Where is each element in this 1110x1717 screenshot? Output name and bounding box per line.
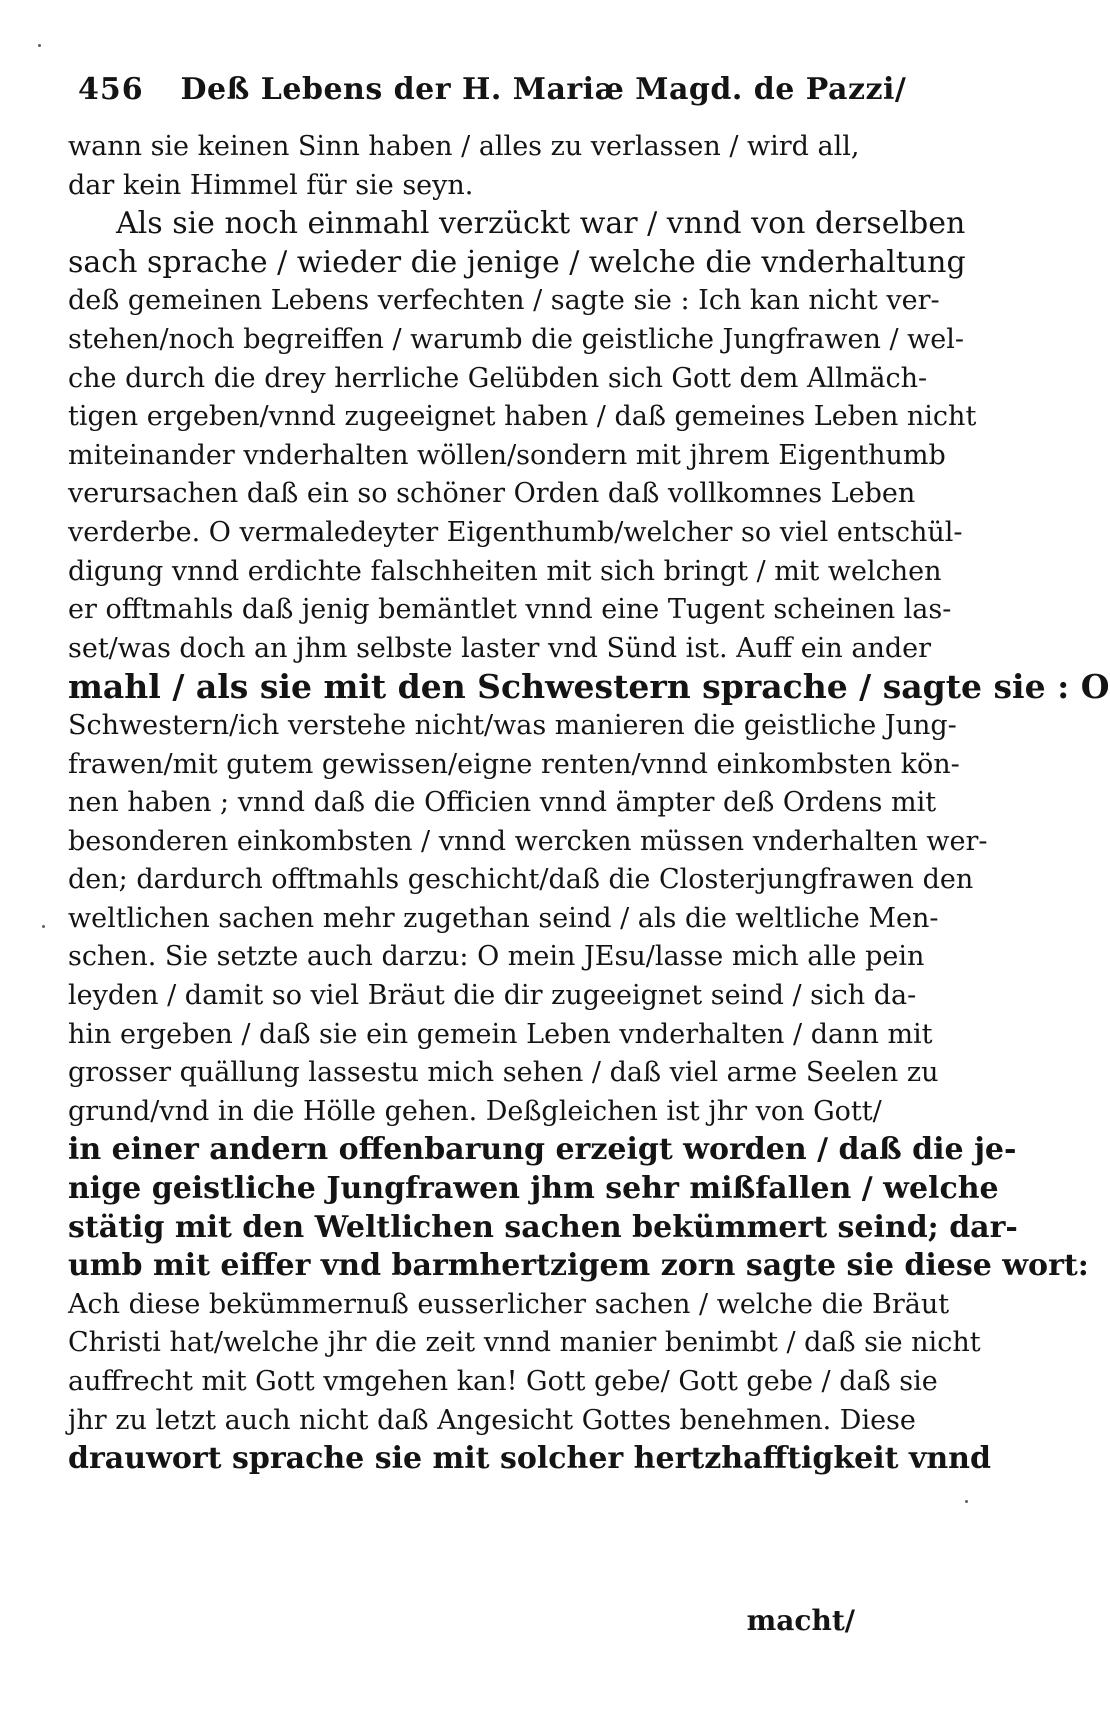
print-speck [42,925,45,928]
body-text [68,128,1110,1479]
catchword: macht/ [746,1604,855,1637]
text-line: auffrecht mit Gott vmgehen kan! Gott gebe/ Gott gebe / daß sie [68,1366,938,1397]
page-header [78,72,928,112]
text-line: dar kein Himmel für sie seyn. [68,169,474,201]
text-line: nen haben ; vnnd daß die Officien vnnd ämpter deß Ordens mit [68,787,937,819]
text-line: sach sprache / wieder die jenige / welche die vnderhaltung [68,244,966,280]
text-line: jhr zu letzt auch nicht daß Angesicht Gottes benehmen. Diese [68,1404,916,1436]
text-line: Schwestern/ich verstehe nicht/was manieren die geistliche Jung- [68,709,957,741]
text-line: verderbe. O vermaledeyter Eigenthumb/welcher so viel entschül- [68,516,963,548]
text-line: leyden / damit so viel Bräut die dir zugeeignet seind / sich da- [68,980,917,1012]
text-line: miteinander vnderhalten wöllen/sondern mit jhrem Eigenthumb [68,439,946,471]
text-line: deß gemeinen Lebens verfechten / sagte sie : Ich kan nicht ver- [68,285,940,317]
text-line: besonderen einkombsten / vnnd wercken müssen vnderhalten wer- [68,825,988,857]
text-line: frawen/mit gutem gewissen/eigne renten/vnnd einkombsten kön- [68,748,960,780]
text-line: drauwort sprache sie mit solcher hertzhafftigkeit vnnd [68,1441,991,1477]
text-line: weltlichen sachen mehr zugethan seind / als die weltliche Men- [68,902,939,934]
text-line: wann sie keinen Sinn haben / alles zu verlassen / wird all, [68,131,860,162]
text-line: digung vnnd erdichte falschheiten mit sich bringt / mit welchen [68,555,942,587]
text-line: den; dardurch offtmahls geschicht/daß die Closterjungfrawen den [68,864,974,896]
text-line: Ach diese bekümmernuß eusserlicher sachen / welche die Bräut [68,1288,950,1320]
text-line: tigen ergeben/vnnd zugeeignet haben / daß gemeines Leben nicht [68,401,977,433]
text-line: hin ergeben / daß sie ein gemein Leben vnderhalten / dann mit [68,1018,933,1050]
page-number: 456 [78,72,144,107]
text-line: er offtmahls daß jenig bemäntlet vnnd eine Tugent scheinen las- [68,594,952,626]
text-line: umb mit eiffer vnd barmhertzigem zorn sagte sie diese wort: [68,1248,1089,1284]
text-line: Als sie noch einmahl verzückt war / vnnd von derselben [116,206,966,242]
text-line: set/was doch an jhm selbste laster vnd Sünd ist. Auff ein ander [68,632,932,664]
text-line: mahl / als sie mit den Schwestern sprache / sagte sie : O [68,667,1110,707]
text-line: in einer andern offenbarung erzeigt worden / daß die je- [68,1132,1017,1168]
print-speck [965,1500,968,1503]
text-line: nige geistliche Jungfrawen jhm sehr mißfallen / welche [68,1171,999,1207]
text-line: Christi hat/welche jhr die zeit vnnd manier benimbt / daß sie nicht [68,1327,981,1359]
text-line: stätig mit den Weltlichen sachen bekümmert seind; dar- [68,1209,1018,1245]
print-speck [38,44,41,47]
text-line: grund/vnd in die Hölle gehen. Deßgleichen ist jhr von Gott/ [68,1095,882,1127]
text-line: che durch die drey herrliche Gelübden sich Gott dem Allmäch- [68,362,928,394]
text-line: verursachen daß ein so schöner Orden daß vollkomnes Leben [68,478,916,510]
text-line: grosser quällung lassestu mich sehen / daß viel arme Seelen zu [68,1057,939,1089]
text-line: stehen/noch begreiffen / warumb die geistliche Jungfrawen / wel- [68,323,965,355]
text-line: schen. Sie setzte auch darzu: O mein JEsu/lasse mich alle pein [68,941,925,973]
running-title: Deß Lebens der H. Mariæ Magd. de Pazzi/ [180,72,907,107]
